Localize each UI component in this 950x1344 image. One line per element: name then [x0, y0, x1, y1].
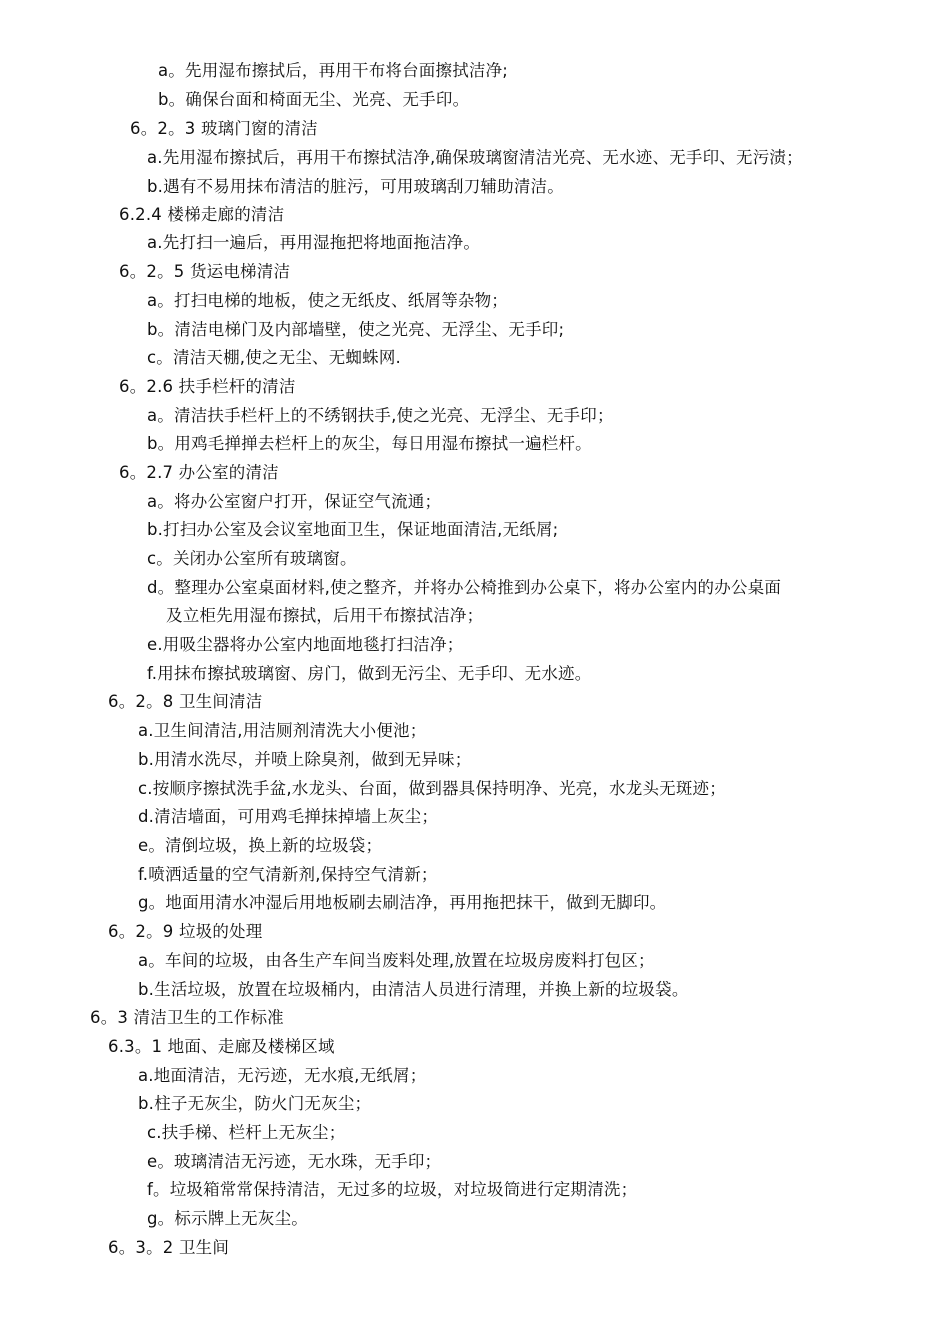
text-line: b.生活垃圾，放置在垃圾桶内，由清洁人员进行清理，并换上新的垃圾袋。: [138, 980, 689, 999]
text-line: a.先用湿布擦拭后，再用干布擦拭洁净,确保玻璃窗清洁光亮、无水迹、无手印、无污渍；: [147, 148, 803, 167]
text-line: f。垃圾箱常常保持清洁，无过多的垃圾，对垃圾筒进行定期清洗；: [147, 1180, 638, 1199]
text-line: g。标示牌上无灰尘。: [147, 1209, 308, 1228]
text-line: c。清洁天棚,使之无尘、无蜘蛛网.: [147, 348, 401, 367]
section-heading: 6。2。3 玻璃门窗的清洁: [130, 119, 318, 138]
section-heading: 6。2。9 垃圾的处理: [108, 922, 263, 941]
text-line: b.打扫办公室及会议室地面卫生，保证地面清洁,无纸屑;: [147, 520, 559, 539]
text-line: a.地面清洁，无污迹，无水痕,无纸屑；: [138, 1066, 427, 1085]
text-line: g。地面用清水冲湿后用地板刷去刷洁净，再用拖把抹干，做到无脚印。: [138, 893, 667, 912]
section-heading: 6.2.4 楼梯走廊的清洁: [119, 205, 285, 224]
text-line: c.按顺序擦拭洗手盆,水龙头、台面，做到器具保持明净、光亮，水龙头无斑迹；: [138, 779, 726, 798]
text-line: a。车间的垃圾，由各生产车间当废料处理,放置在垃圾房废料打包区；: [138, 951, 655, 970]
text-line: a.卫生间清洁,用洁厕剂清洗大小便池；: [138, 721, 427, 740]
text-line: a。清洁扶手栏杆上的不绣钢扶手,使之光亮、无浮尘、无手印；: [147, 406, 614, 425]
text-line: b。清洁电梯门及内部墙壁，使之光亮、无浮尘、无手印;: [147, 320, 565, 339]
text-line: f.用抹布擦拭玻璃窗、房门，做到无污尘、无手印、无水迹。: [147, 664, 592, 683]
text-line: a.先打扫一遍后，再用湿拖把将地面拖洁净。: [147, 233, 481, 252]
text-line: b.遇有不易用抹布清洁的脏污，可用玻璃刮刀辅助清洁。: [147, 177, 564, 196]
text-line: b.柱子无灰尘，防火门无灰尘；: [138, 1094, 372, 1113]
text-line: 及立柜先用湿布擦拭，后用干布擦拭洁净；: [166, 606, 484, 625]
text-line: b。用鸡毛掸掸去栏杆上的灰尘，每日用湿布擦拭一遍栏杆。: [147, 434, 592, 453]
section-heading: 6。3 清洁卫生的工作标准: [90, 1008, 284, 1027]
text-line: a。将办公室窗户打开，保证空气流通；: [147, 492, 442, 511]
section-heading: 6。2。5 货运电梯清洁: [119, 262, 291, 281]
text-line: d.清洁墙面，可用鸡毛掸抹掉墙上灰尘；: [138, 807, 439, 826]
text-line: e.用吸尘器将办公室内地面地毯打扫洁净；: [147, 635, 464, 654]
section-heading: 6。2.7 办公室的清洁: [119, 463, 279, 482]
text-line: b。确保台面和椅面无尘、光亮、无手印。: [158, 90, 470, 109]
text-line: e。清倒垃圾，换上新的垃圾袋；: [138, 836, 383, 855]
section-heading: 6.3。1 地面、走廊及楼梯区域: [108, 1037, 335, 1056]
text-line: c.扶手梯、栏杆上无灰尘；: [147, 1123, 346, 1142]
text-line: c。关闭办公室所有玻璃窗。: [147, 549, 357, 568]
text-line: b.用清水洗尽，并喷上除臭剂，做到无异味；: [138, 750, 472, 769]
text-line: e。玻璃清洁无污迹，无水珠，无手印；: [147, 1152, 442, 1171]
text-line: d。整理办公室桌面材料,使之整齐，并将办公椅推到办公桌下，将办公室内的办公桌面: [147, 578, 782, 597]
section-heading: 6。2。8 卫生间清洁: [108, 692, 263, 711]
text-line: f.喷洒适量的空气清新剂,保持空气清新；: [138, 865, 438, 884]
section-heading: 6。3。2 卫生间: [108, 1238, 230, 1257]
text-line: a。先用湿布擦拭后，再用干布将台面擦拭洁净;: [158, 61, 509, 80]
section-heading: 6。2.6 扶手栏杆的清洁: [119, 377, 296, 396]
text-line: a。打扫电梯的地板，使之无纸皮、纸屑等杂物；: [147, 291, 509, 310]
